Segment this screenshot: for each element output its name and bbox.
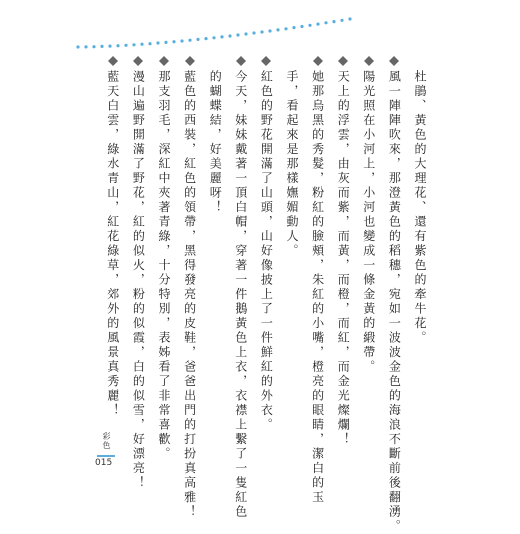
column-text: 她那烏黑的秀髮，粉紅的臉頰，朱紅的小嘴，橙亮的眼睛，潔白的玉 — [310, 70, 325, 505]
text-column — [128, 56, 148, 491]
column-text: 的蝴蝶結，好美麗呀！ — [208, 70, 223, 215]
column-text: 天上的浮雲，由灰而紫，而黃，而橙，而紅，而金光燦爛！ — [336, 70, 351, 447]
text-column — [103, 56, 123, 418]
text-column — [154, 56, 174, 462]
diamond-bullet-icon — [108, 56, 118, 66]
text-column — [384, 56, 404, 534]
column-text: 手，看起來是那樣嫵媚動人。 — [285, 70, 299, 259]
column-text: 那支羽毛，深紅中夾著青綠，十分特別，表姊看了非常喜歡。 — [157, 70, 171, 462]
diamond-bullet-icon — [133, 56, 143, 66]
column-text: 陽光照在小河上，小河也變成一條金黃的緞帶。 — [361, 70, 376, 375]
diamond-bullet-icon — [338, 56, 348, 66]
text-column — [333, 56, 353, 447]
diamond-bullet-icon — [236, 56, 246, 66]
text-column — [308, 56, 328, 505]
column-text: 藍色的西裝，紅色的領帶，黑得發亮的皮鞋，爸爸出門的打扮真高雅！ — [182, 70, 197, 520]
text-column — [180, 56, 200, 520]
column-text: 紅色的野花開滿了山頭，山好像披上了一件鮮紅的外衣。 — [259, 70, 274, 433]
page-number: 015 — [95, 458, 113, 468]
text-column — [256, 56, 276, 433]
column-text: 杜鵑、黃色的大理花、還有紫色的牽牛花。 — [413, 70, 427, 346]
text-column — [410, 56, 430, 346]
column-text: 漫山遍野開滿了野花，紅的似火，粉的似霞，白的似雪，好漂亮！ — [131, 70, 146, 491]
text-column — [205, 56, 225, 215]
column-text: 風一陣陣吹來，那澄黃色的稻穗，宛如一波波金色的海浪不斷前後翻湧。 — [387, 70, 402, 534]
diamond-bullet-icon — [159, 56, 169, 66]
diamond-bullet-icon — [389, 56, 399, 66]
chapter-title: 彩色 — [102, 432, 111, 450]
diamond-bullet-icon — [261, 56, 271, 66]
decorative-dot-arc — [0, 0, 520, 60]
column-text: 今天，妹妹戴著一頂白帽，穿著一件鵝黃色上衣，衣襟上繫了一隻紅色 — [233, 70, 248, 520]
diamond-bullet-icon — [185, 56, 195, 66]
diamond-bullet-icon — [364, 56, 374, 66]
diamond-bullet-icon — [313, 56, 323, 66]
text-column — [231, 56, 251, 520]
text-column — [282, 56, 302, 259]
footer-accent-line — [97, 455, 115, 457]
column-text: 藍天白雲，綠水青山，紅花綠草，郊外的風景真秀麗！ — [105, 70, 120, 418]
text-column — [359, 56, 379, 375]
